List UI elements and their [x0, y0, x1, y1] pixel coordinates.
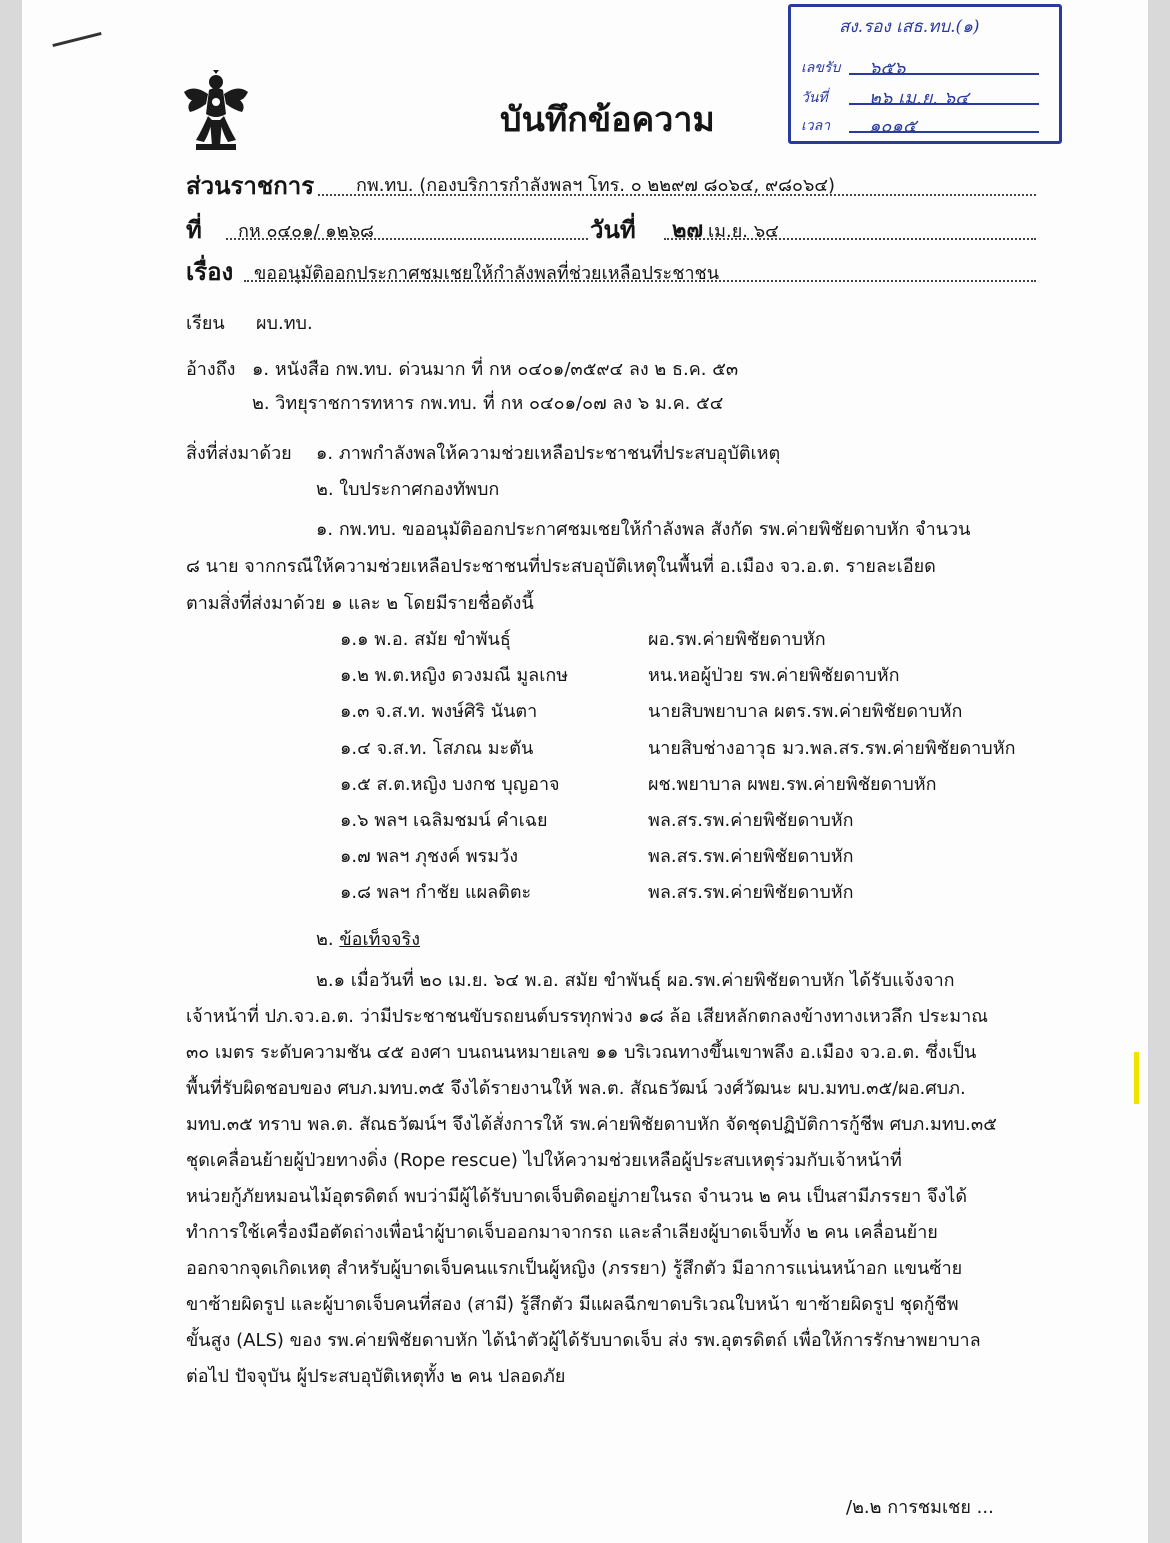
section2-line: เจ้าหน้าที่ ปภ.จว.อ.ต. ว่ามีประชาชนขับรถยนต์บรรทุกพ่วง ๑๘ ล้อ เสียหลักตกลงข้างทางเหวลึก ประมาณ	[186, 1006, 988, 1027]
ref-field	[186, 210, 202, 249]
highlighter-mark	[1134, 1052, 1139, 1104]
stamp-line	[849, 131, 1039, 133]
date-label: วันที่	[590, 216, 636, 244]
ref-label: ที่	[186, 216, 202, 244]
section2-line: ขาซ้ายผิดรูป และผู้บาดเจ็บคนที่สอง (สามี) รู้สึกตัว มีแผลฉีกขาดบริเวณใบหน้า ขาซ้ายผิดรูป ชุดกู้ชีพ	[186, 1294, 959, 1315]
person-position: พล.สร.รพ.ค่ายพิชัยดาบหัก	[648, 846, 854, 867]
person-name: ๑.๒ พ.ต.หญิง ดวงมณี มูลเกษ	[340, 665, 569, 686]
section1-line: ตามสิ่งที่ส่งมาด้วย ๑ และ ๒ โดยมีรายชื่อดังนี้	[186, 593, 534, 614]
person-name: ๑.๑ พ.อ. สมัย ขำพันธุ์	[340, 629, 511, 650]
receipt-stamp	[788, 4, 1062, 144]
section2-line: ๒.๑ เมื่อวันที่ ๒๐ เม.ย. ๖๔ พ.อ. สมัย ขำพันธุ์ ผอ.รพ.ค่ายพิชัยดาบหัก ได้รับแจ้งจาก	[316, 970, 955, 991]
date-month: เม.ย. ๖๔	[708, 221, 779, 242]
person-name: ๑.๗ พลฯ ภุชงค์ พรมวัง	[340, 846, 519, 867]
to-value: ผบ.ทบ.	[256, 313, 313, 334]
stamp-label: เลขรับ	[801, 60, 841, 76]
person-position: หน.หอผู้ป่วย รพ.ค่ายพิชัยดาบหัก	[648, 665, 900, 686]
references-label: อ้างถึง	[186, 359, 236, 380]
enclosure-item: ๑. ภาพกำลังพลให้ความช่วยเหลือประชาชนที่ประสบอุบัติเหตุ	[316, 443, 781, 464]
enclosures-label: สิ่งที่ส่งมาด้วย	[186, 443, 292, 464]
stamp-office: สง.รอง เสธ.ทบ.(๑)	[839, 17, 980, 37]
continuation-note: /๒.๒ การชมเชย ...	[846, 1497, 994, 1518]
document-title: บันทึกข้อความ	[500, 100, 715, 140]
garuda-emblem-icon	[182, 70, 250, 152]
reference-item: ๑. หนังสือ กพ.ทบ. ด่วนมาก ที่ กห ๐๔๐๑/๓๕๙๔ ลง ๒ ธ.ค. ๕๓	[252, 359, 739, 380]
person-name: ๑.๘ พลฯ กำชัย แผลติตะ	[340, 882, 532, 903]
person-position: ผอ.รพ.ค่ายพิชัยดาบหัก	[648, 629, 826, 650]
section1-line: ๑. กพ.ทบ. ขออนุมัติออกประกาศชมเชยให้กำลังพล สังกัด รพ.ค่ายพิชัยดาบหัก จำนวน	[316, 519, 971, 540]
person-position: ผช.พยาบาล ผพย.รพ.ค่ายพิชัยดาบหัก	[648, 774, 937, 795]
stamp-label: เวลา	[801, 118, 831, 134]
person-name: ๑.๓ จ.ส.ท. พงษ์ศิริ นันตา	[340, 701, 538, 722]
dotted-line	[664, 238, 1036, 240]
dotted-line	[244, 280, 1036, 282]
subject-field	[186, 252, 233, 291]
dotted-line	[226, 238, 588, 240]
section2-line: ชุดเคลื่อนย้ายผู้ป่วยทางดิ่ง (Rope rescue) ไปให้ความช่วยเหลือผู้ประสบเหตุร่วมกับเจ้าหน้าที่	[186, 1150, 902, 1171]
subject-value: ขออนุมัติออกประกาศชมเชยให้กำลังพลที่ช่วยเหลือประชาชน	[254, 263, 720, 284]
date-field	[590, 210, 636, 249]
agency-value: กพ.ทบ. (กองบริการกำลังพลฯ โทร. ๐ ๒๒๙๗ ๘๐๖๔, ๙๘๐๖๔)	[356, 175, 836, 196]
section2-heading-text: ข้อเท็จจริง	[339, 929, 421, 950]
stamp-value: ๖๕๖	[869, 58, 906, 79]
to-label: เรียน	[186, 313, 225, 334]
person-name: ๑.๔ จ.ส.ท. โสภณ มะตัน	[340, 738, 534, 759]
subject-label: เรื่อง	[186, 258, 234, 286]
stamp-row-date	[801, 87, 969, 109]
photo-frame-right	[1148, 0, 1170, 1543]
section2-line: หน่วยกู้ภัยหมอนไม้อุตรดิตถ์ พบว่ามีผู้ได้รับบาดเจ็บติดอยู่ภายในรถ จำนวน ๒ คน เป็นสามีภรรยา จึงได้	[186, 1186, 968, 1207]
enclosure-item: ๒. ใบประกาศกองทัพบก	[316, 479, 500, 500]
stamp-line	[849, 103, 1039, 105]
stamp-value: ๑๐๑๕	[869, 116, 917, 137]
agency-field	[186, 166, 314, 205]
section2-heading-number: ๒.	[316, 929, 334, 950]
section2-line: ทำการใช้เครื่องมือตัดถ่างเพื่อนำผู้บาดเจ็บออกมาจากรถ และลำเลียงผู้บาดเจ็บทั้ง ๒ คน เคลื่อนย้าย	[186, 1222, 938, 1243]
person-name: ๑.๕ ส.ต.หญิง บงกช บุญอาจ	[340, 774, 560, 795]
section2-line: มทบ.๓๕ ทราบ พล.ต. สัณธวัฒน์ฯ จึงได้สั่งการให้ รพ.ค่ายพิชัยดาบหัก จัดชุดปฏิบัติการกู้ชีพ ศบภ.มทบ.๓๕	[186, 1114, 997, 1135]
stamp-row-receipt-no	[801, 57, 906, 79]
section1-line: ๘ นาย จากกรณีให้ความช่วยเหลือประชาชนที่ประสบอุบัติเหตุในพื้นที่ อ.เมือง จว.อ.ต. รายละเอียด	[186, 556, 936, 577]
reference-item: ๒. วิทยุราชการทหาร กพ.ทบ. ที่ กห ๐๔๐๑/๐๗ ลง ๖ ม.ค. ๕๔	[252, 393, 724, 414]
section2-line: ขั้นสูง (ALS) ของ รพ.ค่ายพิชัยดาบหัก ได้นำตัวผู้ได้รับบาดเจ็บ ส่ง รพ.อุตรดิตถ์ เพื่อให้การรักษาพยาบาล	[186, 1330, 981, 1351]
person-name: ๑.๖ พลฯ เฉลิมชมน์ คำเฉย	[340, 810, 548, 831]
section2-heading	[316, 924, 420, 953]
stamp-line	[849, 73, 1039, 75]
ref-value: กห ๐๔๐๑/ ๑๒๖๘	[238, 221, 374, 242]
stamp-row-time	[801, 115, 917, 137]
stamp-value: ๒๖ เม.ย. ๖๔	[869, 88, 969, 109]
agency-label: ส่วนราชการ	[186, 172, 315, 200]
section2-line: ออกจากจุดเกิดเหตุ สำหรับผู้บาดเจ็บคนแรกเป็นผู้หญิง (ภรรยา) รู้สึกตัว มีอาการแน่นหน้าอก แขนซ้าย	[186, 1258, 963, 1279]
photo-frame-left	[0, 0, 22, 1543]
person-position: พล.สร.รพ.ค่ายพิชัยดาบหัก	[648, 882, 854, 903]
person-position: นายสิบช่างอาวุธ มว.พล.สร.รพ.ค่ายพิชัยดาบหัก	[648, 738, 1016, 759]
section2-line: ๓๐ เมตร ระดับความชัน ๔๕ องศา บนถนนหมายเลข ๑๑ บริเวณทางขึ้นเขาพลึง อ.เมือง จว.อ.ต. ซึ่งเป็น	[186, 1042, 977, 1063]
section2-line: ต่อไป ปัจจุบัน ผู้ประสบอุบัติเหตุทั้ง ๒ คน ปลอดภัย	[186, 1366, 566, 1387]
date-day: ๒๗	[672, 218, 704, 243]
dotted-line	[318, 194, 1036, 196]
section2-line: พื้นที่รับผิดชอบของ ศบภ.มทบ.๓๕ จึงได้รายงานให้ พล.ต. สัณธวัฒน์ วงศ์วัฒนะ ผบ.มทบ.๓๕/ผอ.ศบภ.	[186, 1078, 966, 1099]
stamp-label: วันที่	[801, 90, 828, 106]
person-position: นายสิบพยาบาล ผตร.รพ.ค่ายพิชัยดาบหัก	[648, 701, 963, 722]
person-position: พล.สร.รพ.ค่ายพิชัยดาบหัก	[648, 810, 854, 831]
